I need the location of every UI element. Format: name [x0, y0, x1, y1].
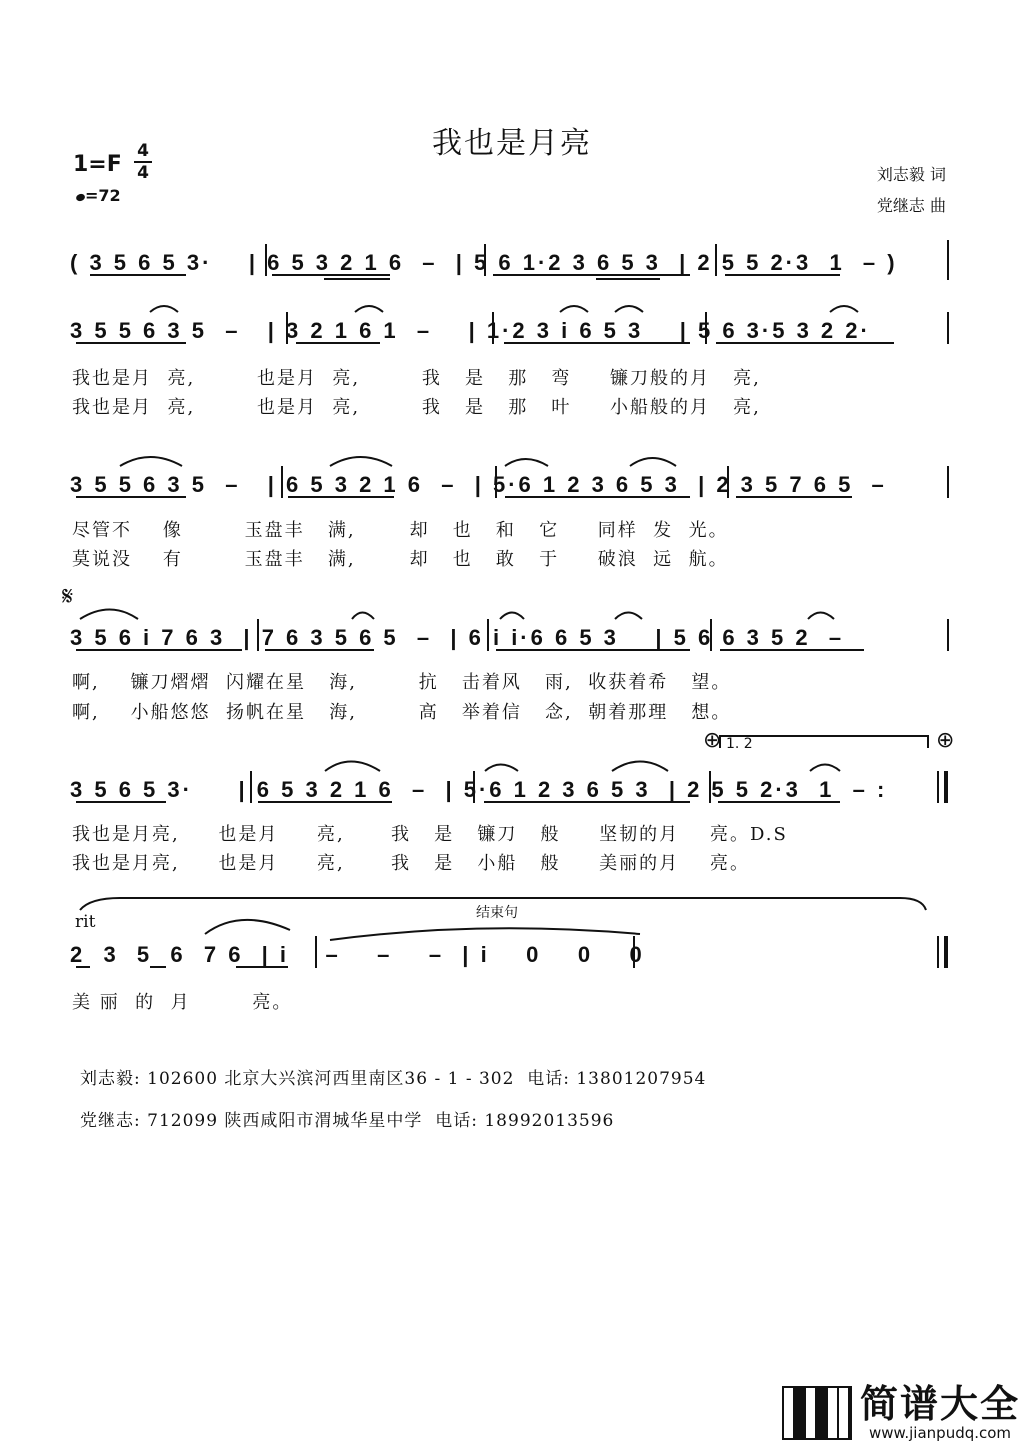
ending-label: 结束句	[476, 905, 518, 921]
score-line-4-notes: 3 5 6 i 7 6 3 | 7 6 3 5 6 5 – | 6 i i·6 6 5 3 | 5 6 6 3 5 2 –	[70, 625, 845, 650]
logo-url: www.jianpudq.com	[868, 1424, 1012, 1442]
score-line-2-notes: 3 5 5 6 3 5 – | 3 2 1 6 1 – | 1·2 3 i 6 5 3 | 5 6 3·5 3 2 2·	[70, 318, 871, 343]
rit-marking: rit	[75, 912, 96, 932]
logo-text: 简谱大全	[859, 1382, 1020, 1426]
site-logo[interactable]	[782, 1384, 1020, 1442]
score-line-3-notes: 3 5 5 6 3 5 – | 6 5 3 2 1 6 – | 5·6 1 2 3 6 5 3 | 2 3 5 7 6 5 –	[70, 472, 887, 497]
coda-icon: ⊕	[703, 728, 722, 753]
time-signature: 4 4	[134, 142, 152, 182]
coda-icon-end: ⊕	[936, 728, 955, 753]
score-line-1-notes: ( 3 5 6 5 3· | 6 5 3 2 1 6 – | 5 6 1·2 3 6 5 3 | 2 5 5 2·3 1 – )	[70, 250, 898, 275]
lyric-line-2a: 我也是月 亮, 也是月 亮, 我 是 那 弯 镰刀般的月 亮,	[72, 368, 761, 389]
lyric-line-5a: 我也是月亮, 也是月 亮, 我 是 镰刀 般 坚韧的月 亮。D.S	[72, 824, 788, 845]
composer-credit: 党继志 曲	[876, 196, 946, 215]
contact-line-lyricist: 刘志毅: 102600 北京大兴滨河西里南区36 - 1 - 302 电话: 13801207954	[80, 1069, 707, 1089]
lyric-line-6: 美 丽 的 月 亮。	[72, 992, 293, 1013]
lyricist-credit: 刘志毅 词	[876, 165, 946, 184]
page-title: 我也是月亮	[432, 126, 592, 161]
lyric-line-3a: 尽管不 像 玉盘丰 满, 却 也 和 它 同样 发 光。	[72, 520, 729, 541]
lyric-line-4a: 啊, 镰刀熠熠 闪耀在星 海, 抗 击着风 雨, 收获着希 望。	[72, 672, 732, 693]
score-line-5-notes: 3 5 6 5 3· | 6 5 3 2 1 6 – | 5·6 1 2 3 6 5 3 | 2 5 5 2·3 1 – :	[70, 777, 888, 802]
lyric-line-4b: 啊, 小船悠悠 扬帆在星 海, 高 举着信 念, 朝着那理 想。	[72, 702, 732, 723]
volta-bracket-label: 1. 2	[726, 736, 753, 752]
segno-icon: 𝄋	[62, 582, 74, 612]
key-signature: 1=F	[73, 152, 122, 177]
piano-keys-icon	[782, 1386, 852, 1440]
lyric-line-2b: 我也是月 亮, 也是月 亮, 我 是 那 叶 小船般的月 亮,	[72, 397, 761, 418]
score-line-6-notes: 2 3 5 6 7 6 | i – – – | i 0 0 0	[70, 942, 645, 967]
tempo-marking: =72	[76, 186, 121, 205]
lyric-line-5b: 我也是月亮, 也是月 亮, 我 是 小船 般 美丽的月 亮。	[72, 853, 750, 874]
contact-line-composer: 党继志: 712099 陕西咸阳市渭城华星中学 电话: 18992013596	[80, 1111, 615, 1131]
lyric-line-3b: 莫说没 有 玉盘丰 满, 却 也 敢 于 破浪 远 航。	[72, 549, 729, 570]
